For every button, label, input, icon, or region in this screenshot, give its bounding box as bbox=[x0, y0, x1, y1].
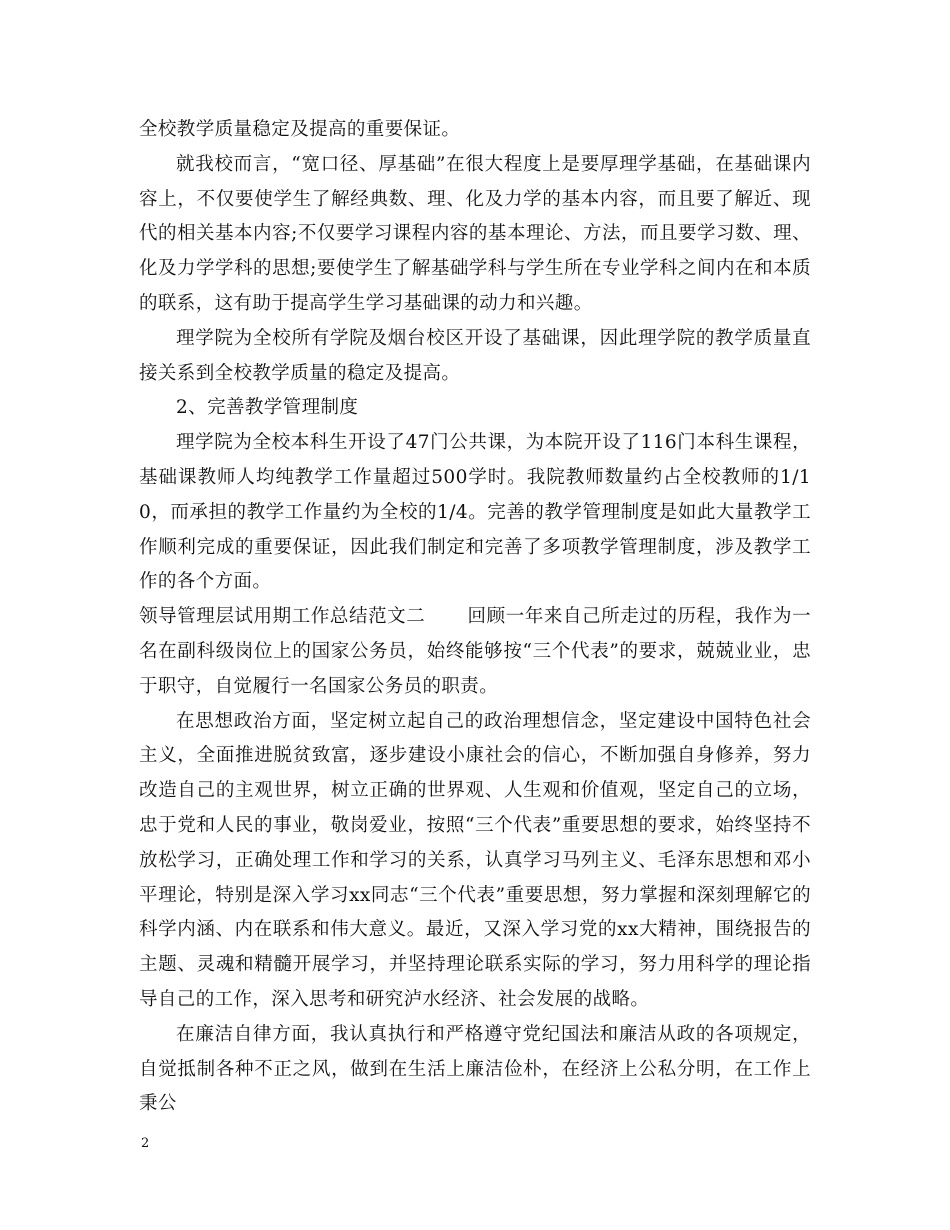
paragraph-5-text: 理学院为全校本科生开设了47门公共课，为本院开设了116门本科生课程，基础课教师人均纯教学工作量超过500学时。我院教师数量约占全校教师的1/10，而承担的教学工作量约为全校的1/4。完善的教学管理制度是如此大量教学工作顺利完成的重要保证，因此我们制定和完善了多项教学管理制度，涉及教学工作的各个方面。 bbox=[139, 432, 811, 593]
paragraph-3 bbox=[139, 322, 811, 392]
paragraph-8 bbox=[139, 1018, 811, 1122]
paragraph-6 bbox=[139, 600, 811, 704]
paragraph-7 bbox=[139, 705, 811, 1018]
section-heading-text: 2、完善教学管理制度 bbox=[176, 397, 359, 419]
paragraph-7-text: 在思想政治方面，坚定树立起自己的政治理想信念，坚定建设中国特色社会主义，全面推进脱贫致富，逐步建设小康社会的信心，不断加强自身修养，努力改造自己的主观世界，树立正确的世界观、人生观和价值观，坚定自己的立场，忠于党和人民的事业，敬岗爱业，按照“三个代表”重要思想的要求，始终坚持不放松学习，正确处理工作和学习的关系，认真学习马列主义、毛泽东思想和邓小平理论，特别是深入学习xx同志“三个代表”重要思想，努力掌握和深刻理解它的科学内涵、内在联系和伟大意义。最近，又深入学习党的xx大精神，围绕报告的主题、灵魂和精髓开展学习，并坚持理论联系实际的学习，努力用科学的理论指导自己的工作，深入思考和研究泸水经济、社会发展的战略。 bbox=[139, 710, 811, 1010]
document-body bbox=[139, 113, 811, 1122]
section-heading bbox=[139, 391, 811, 426]
paragraph-3-text: 理学院为全校所有学院及烟台校区开设了基础课，因此理学院的教学质量直接关系到全校教学质量的稳定及提高。 bbox=[139, 327, 811, 384]
page-number: 2 bbox=[141, 1136, 150, 1151]
paragraph-8-text: 在廉洁自律方面，我认真执行和严格遵守党纪国法和廉洁从政的各项规定，自觉抵制各种不正之风，做到在生活上廉洁俭朴，在经济上公私分明，在工作上秉公 bbox=[139, 1023, 811, 1115]
paragraph-5 bbox=[139, 426, 811, 600]
paragraph-2-text: 就我校而言，“宽口径、厚基础”在很大程度上是要厚理学基础，在基础课内容上，不仅要使学生了解经典数、理、化及力学的基本内容，而且要了解近、现代的相关基本内容;不仅要学习课程内容的基本理论、方法，而且要学习数、理、化及力学学科的思想;要使学生了解基础学科与学生所在专业学科之间内在和本质的联系，这有助于提高学生学习基础课的动力和兴趣。 bbox=[139, 153, 811, 314]
article-title: 领导管理层试用期工作总结范文二 bbox=[139, 606, 426, 628]
paragraph-6-text: 回顾一年来自己所走过的历程，我作为一名在副科级岗位上的国家公务员，始终能够按“三个代表”的要求，兢兢业业，忠于职守，自觉履行一名国家公务员的职责。 bbox=[139, 606, 811, 697]
paragraph-1 bbox=[139, 113, 811, 148]
paragraph-1-text: 全校教学质量稳定及提高的重要保证。 bbox=[139, 119, 461, 140]
paragraph-2 bbox=[139, 148, 811, 322]
